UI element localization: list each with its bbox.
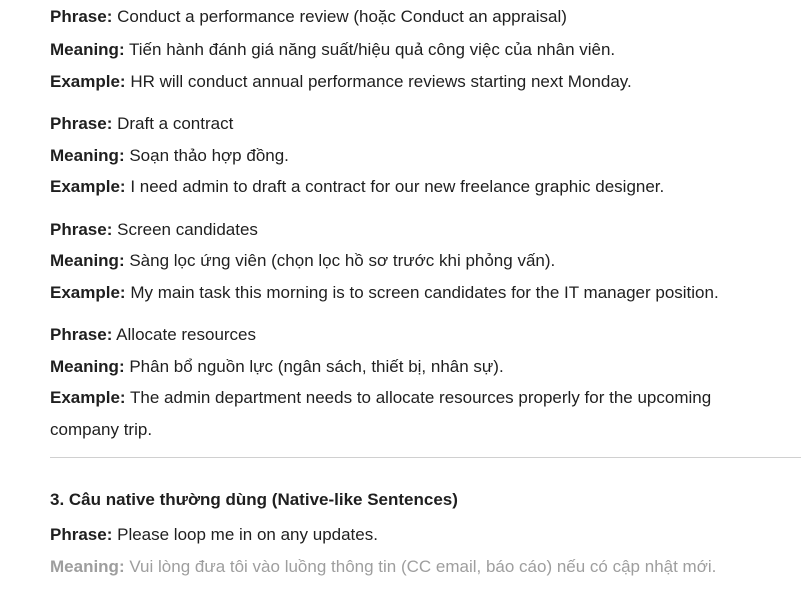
phrase-label: Phrase: xyxy=(50,219,113,239)
example-label: Example: xyxy=(50,282,126,302)
meaning-line xyxy=(50,551,801,583)
phrase-text: Screen candidates xyxy=(117,219,258,239)
example-text: HR will conduct annual performance reviews starting next Monday. xyxy=(130,71,632,91)
meaning-label: Meaning: xyxy=(50,251,125,270)
meaning-label: Meaning: xyxy=(50,556,125,576)
meaning-line xyxy=(50,351,801,383)
document-content xyxy=(50,0,801,593)
phrase-label: Phrase: xyxy=(50,325,113,344)
phrase-line xyxy=(50,0,801,34)
meaning-label: Meaning: xyxy=(50,145,125,165)
phrase-entry xyxy=(50,519,801,582)
meaning-line xyxy=(50,140,801,172)
phrase-line xyxy=(50,319,801,351)
phrase-text: Conduct a performance review (hoặc Conduct an appraisal) xyxy=(117,7,567,26)
example-line xyxy=(50,66,801,98)
example-line xyxy=(50,277,801,309)
phrase-line xyxy=(50,108,801,140)
meaning-text: Tiến hành đánh giá năng suất/hiệu quả công việc của nhân viên. xyxy=(129,40,616,59)
phrase-entry xyxy=(50,0,801,97)
phrase-text: Allocate resources xyxy=(116,325,257,344)
meaning-line xyxy=(50,245,801,277)
phrase-text: Draft a contract xyxy=(117,114,234,133)
meaning-line xyxy=(50,34,801,66)
meaning-text: Phân bổ nguồn lực (ngân sách, thiết bị, nhân sự). xyxy=(129,356,504,376)
meaning-text: Vui lòng đưa tôi vào luồng thông tin (CC email, báo cáo) nếu có cập nhật mới. xyxy=(129,556,717,576)
phrase-label: Phrase: xyxy=(50,7,113,26)
meaning-label: Meaning: xyxy=(50,356,125,376)
phrase-label: Phrase: xyxy=(50,525,113,544)
meaning-text: Soạn thảo hợp đồng. xyxy=(129,145,289,165)
section-heading: 3. Câu native thường dùng (Native-like Sentences) xyxy=(50,490,458,509)
example-line xyxy=(50,171,801,203)
meaning-label: Meaning: xyxy=(50,40,125,59)
phrase-text: Please loop me in on any updates. xyxy=(117,525,378,544)
example-line xyxy=(50,382,780,446)
example-label: Example: xyxy=(50,177,126,196)
example-label: Example: xyxy=(50,71,126,91)
phrase-entry xyxy=(50,319,801,446)
example-label: Example: xyxy=(50,388,126,407)
example-text: I need admin to draft a contract for our new freelance graphic designer. xyxy=(130,177,665,196)
section-divider xyxy=(50,457,801,458)
meaning-text: Sàng lọc ứng viên (chọn lọc hồ sơ trước khi phỏng vấn). xyxy=(129,251,556,270)
example-text: My main task this morning is to screen candidates for the IT manager position. xyxy=(130,282,719,302)
phrase-line xyxy=(50,214,801,246)
phrase-label: Phrase: xyxy=(50,114,113,133)
phrase-line xyxy=(50,519,801,551)
phrase-entry xyxy=(50,108,801,203)
example-text: The admin department needs to allocate resources properly for the upcoming company trip. xyxy=(50,388,712,439)
phrase-entry xyxy=(50,214,801,309)
